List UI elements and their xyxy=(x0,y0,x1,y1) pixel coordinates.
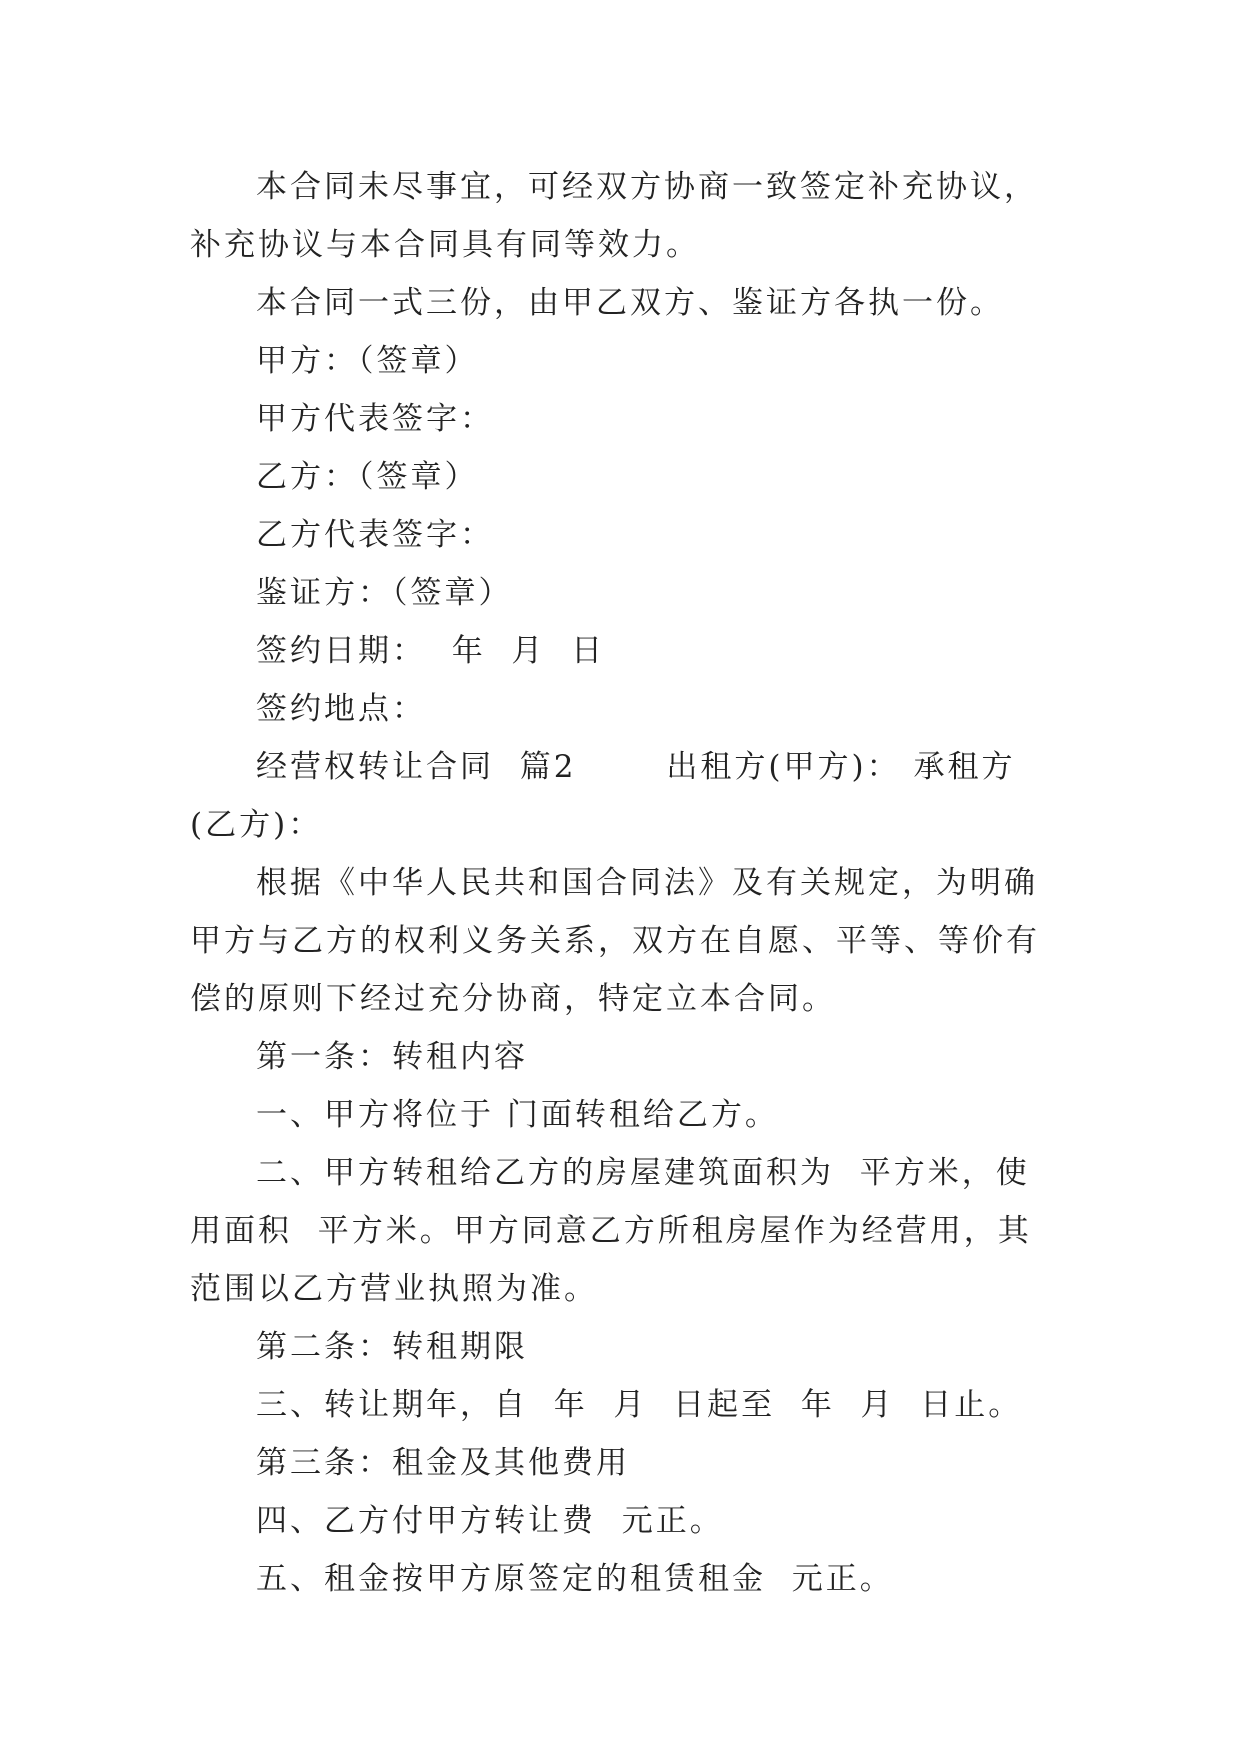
contract-2-heading: 经营权转让合同 篇2 出租方(甲方)： 承租方(乙方)： xyxy=(190,749,1016,843)
clause-3: 三、转让期年，自 年 月 日起至 年 月 日止。 xyxy=(256,1387,1023,1423)
article-2-heading: 第二条：转租期限 xyxy=(256,1329,528,1365)
notary-seal-line: 鉴证方：（签章） xyxy=(256,575,513,611)
party-a-representative-line: 甲方代表签字： xyxy=(256,401,494,437)
document-body xyxy=(190,158,1054,1608)
clause-1: 一、甲方将位于 门面转租给乙方。 xyxy=(256,1097,779,1133)
paragraph-copies: 本合同一式三份，由甲乙双方、鉴证方各执一份。 xyxy=(256,285,1004,321)
paragraph-supplementary-agreement: 本合同未尽事宜，可经双方协商一致签定补充协议，补充协议与本合同具有同等效力。 xyxy=(190,169,1038,263)
article-1-heading: 第一条：转租内容 xyxy=(256,1039,528,1075)
signing-place-line: 签约地点： xyxy=(256,691,426,727)
clause-4: 四、乙方付甲方转让费 元正。 xyxy=(256,1503,724,1539)
article-3-heading: 第三条：租金及其他费用 xyxy=(256,1445,630,1481)
party-a-seal-line: 甲方：（签章） xyxy=(256,343,479,379)
signing-date-line: 签约日期： 年 月 日 xyxy=(256,633,606,669)
clause-5: 五、租金按甲方原签定的租赁租金 元正。 xyxy=(256,1561,894,1597)
paragraph-legal-basis: 根据《中华人民共和国合同法》及有关规定，为明确甲方与乙方的权利义务关系，双方在自愿、平等、等价有偿的原则下经过充分协商，特定立本合同。 xyxy=(190,865,1040,1017)
party-b-seal-line: 乙方：（签章） xyxy=(256,459,479,495)
party-b-representative-line: 乙方代表签字： xyxy=(256,517,494,553)
clause-2: 二、甲方转租给乙方的房屋建筑面积为 平方米，使用面积 平方米。甲方同意乙方所租房屋作为经营用，其范围以乙方营业执照为准。 xyxy=(190,1155,1032,1307)
